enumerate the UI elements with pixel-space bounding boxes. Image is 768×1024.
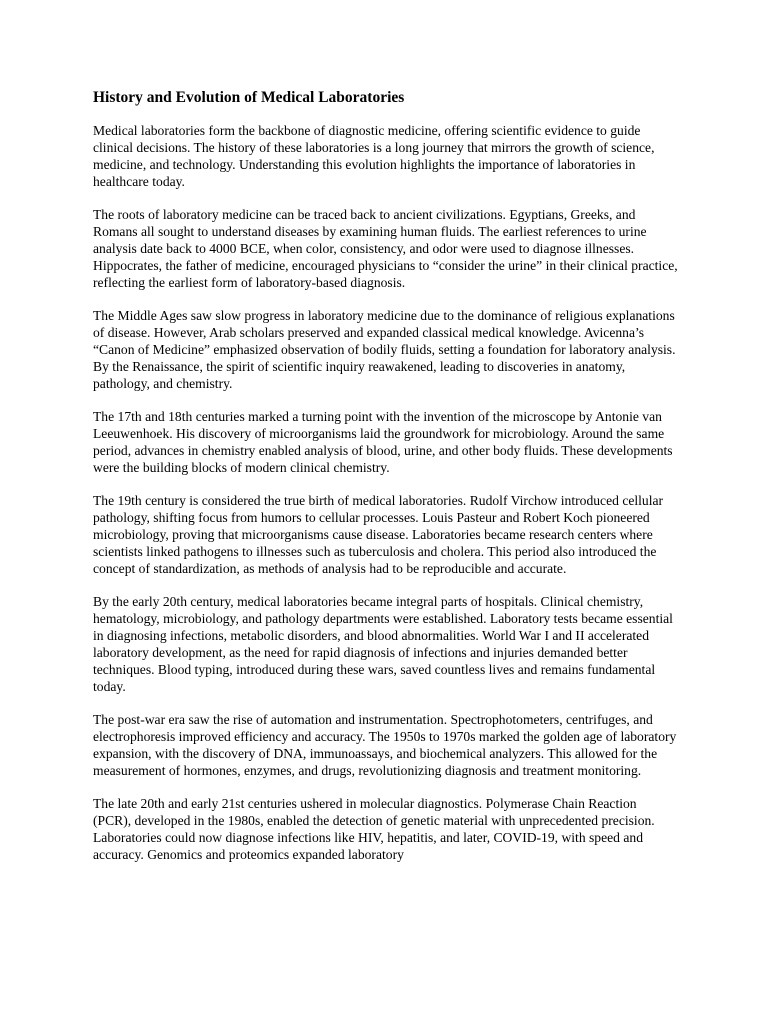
paragraph-molecular: The late 20th and early 21st centuries ushered in molecular diagnostics. Polymerase Chain Reaction (PCR), developed in the 1980s, enabled the detection of genetic material with unprecedented precision. Laboratories could now diagnose infections like HIV, hepatitis, and later, COVID-19, with speed and accuracy. Genomics and proteomics expanded laboratory — [93, 796, 655, 863]
document-page — [93, 88, 678, 881]
paragraph-20th: By the early 20th century, medical laboratories became integral parts of hospitals. Clinical chemistry, hematology, microbiology, and pathology departments were established. Laboratory tests became essential in diagnosing infections, metabolic disorders, and blood abnormalities. World War I and II accelerated laboratory development, as the need for rapid diagnosis of infections and injuries demanded better techniques. Blood typing, introduced during these wars, saved countless lives and remains fundamental today. — [93, 594, 673, 694]
document-title: History and Evolution of Medical Laboratories — [93, 89, 405, 106]
paragraph-17th-18th: The 17th and 18th centuries marked a turning point with the invention of the microscope by Antonie van Leeuwenhoek. His discovery of microorganisms laid the groundwork for microbiology. Around the same period, advances in chemistry enabled analysis of blood, urine, and other body fluids. These developments were the building blocks of modern clinical chemistry. — [93, 409, 673, 475]
paragraph-ancient: The roots of laboratory medicine can be traced back to ancient civilizations. Egyptians, Greeks, and Romans all sought to understand diseases by examining human fluids. The earliest references to urine analysis date back to 4000 BCE, when color, consistency, and odor were used to diagnose illnesses. Hippocrates, the father of medicine, encouraged physicians to “consider the urine” in their clinical practice, reflecting the earliest form of laboratory-based diagnosis. — [93, 207, 678, 290]
paragraph-post-war: The post-war era saw the rise of automation and instrumentation. Spectrophotometers, centrifuges, and electrophoresis improved efficiency and accuracy. The 1950s to 1970s marked the golden age of laboratory expansion, with the discovery of DNA, immunoassays, and biochemical analyzers. This allowed for the measurement of hormones, enzymes, and drugs, revolutionizing diagnosis and treatment monitoring. — [93, 712, 677, 778]
paragraph-19th: The 19th century is considered the true birth of medical laboratories. Rudolf Virchow introduced cellular pathology, shifting focus from humors to cellular processes. Louis Pasteur and Robert Koch pioneered microbiology, proving that microorganisms cause disease. Laboratories became research centers where scientists linked pathogens to illnesses such as tuberculosis and cholera. This period also introduced the concept of standardization, as methods of analysis had to be reproducible and accurate. — [93, 493, 664, 576]
paragraph-middle-ages: The Middle Ages saw slow progress in laboratory medicine due to the dominance of religious explanations of disease. However, Arab scholars preserved and expanded classical medical knowledge. Avicenna’s “Canon of Medicine” emphasized observation of bodily fluids, setting a foundation for laboratory analysis. By the Renaissance, the spirit of scientific inquiry reawakened, leading to discoveries in anatomy, pathology, and chemistry. — [93, 308, 676, 391]
paragraph-intro: Medical laboratories form the backbone of diagnostic medicine, offering scientific evidence to guide clinical decisions. The history of these laboratories is a long journey that mirrors the growth of science, medicine, and technology. Understanding this evolution highlights the importance of laboratories in healthcare today. — [93, 123, 655, 189]
